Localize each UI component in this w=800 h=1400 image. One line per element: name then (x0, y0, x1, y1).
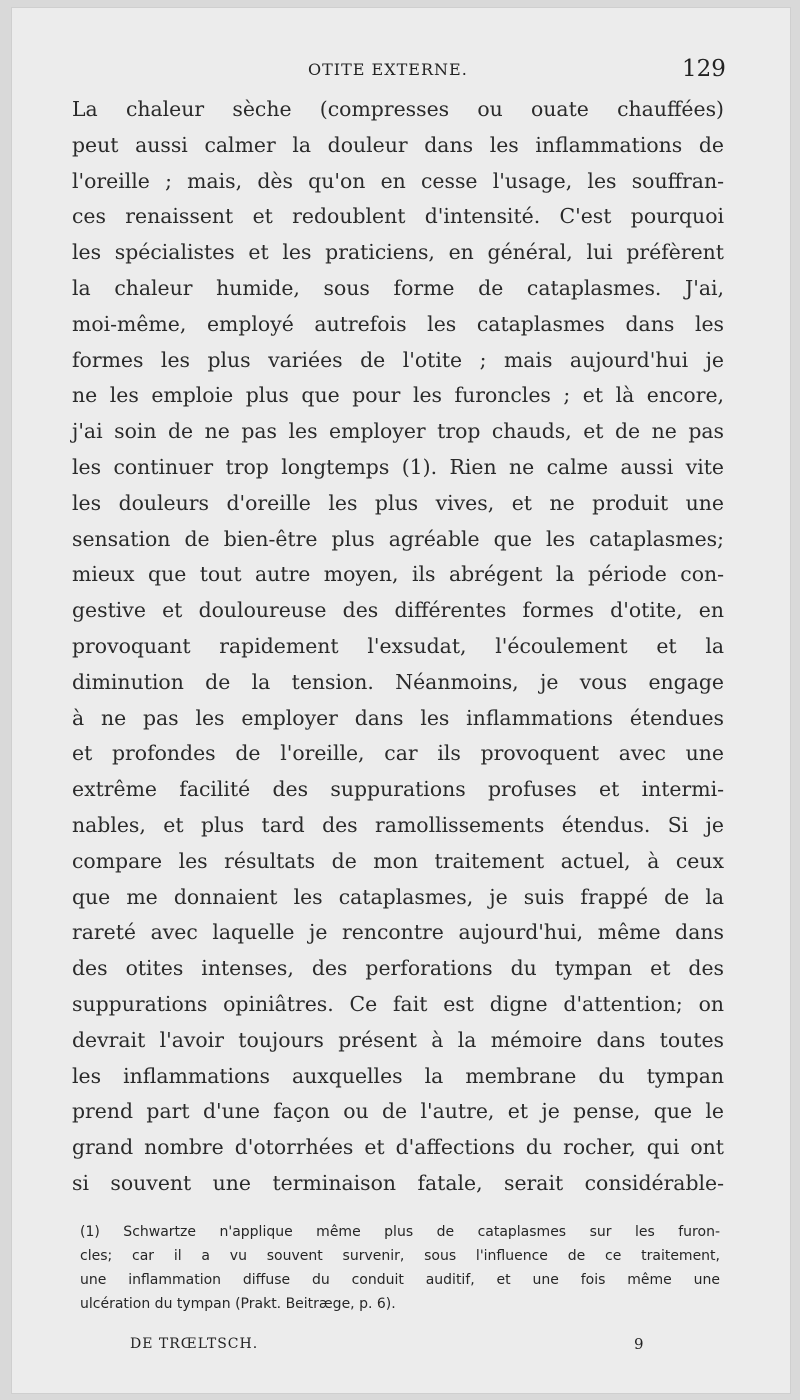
text-line: les inflammations auxquelles la membrane du tympan (72, 1063, 724, 1088)
footnote-line: une inflammation diffuse du conduit auditif, et une fois même une (80, 1272, 720, 1288)
text-line: compare les résultats de mon traitement actuel, à ceux (72, 848, 724, 873)
footnote (80, 1220, 720, 1316)
footnote-line: cles; car il a vu souvent survenir, sous l'influence de ce traitement, (80, 1248, 720, 1264)
text-line: des otites intenses, des perforations du tympan et des (72, 956, 724, 981)
running-title: OTITE EXTERNE. (308, 60, 468, 79)
text-line: sensation de bien-être plus agréable que les cataplasmes; (72, 526, 724, 551)
text-line: l'oreille ; mais, dès qu'on en cesse l'usage, les souffran- (72, 168, 724, 193)
text-line: à ne pas les employer dans les inflammations étendues (72, 705, 724, 730)
text-line: ces renaissent et redoublent d'intensité. C'est pourquoi (72, 204, 724, 229)
text-line: diminution de la tension. Néanmoins, je vous engage (72, 669, 724, 694)
printer-signature-author: DE TRŒLTSCH. (130, 1336, 259, 1352)
text-line: rareté avec laquelle je rencontre aujourd'hui, même dans (72, 920, 724, 945)
text-line: La chaleur sèche (compresses ou ouate chauffées) (72, 97, 724, 121)
text-line: les spécialistes et les praticiens, en général, lui préfèrent (72, 240, 724, 265)
text-line: que me donnaient les cataplasmes, je suis frappé de la (72, 884, 724, 909)
text-line: grand nombre d'otorrhées et d'affections du rocher, qui ont (72, 1135, 724, 1160)
text-line: prend part d'une façon ou de l'autre, et je pense, que le (72, 1099, 724, 1124)
text-line: devrait l'avoir toujours présent à la mémoire dans toutes (72, 1027, 724, 1052)
text-line: j'ai soin de ne pas les employer trop chauds, et de ne pas (72, 419, 724, 444)
text-line: moi-même, employé autrefois les cataplasmes dans les (72, 311, 724, 336)
page-header (12, 56, 790, 90)
text-line: la chaleur humide, sous forme de cataplasmes. J'ai, (72, 275, 724, 300)
text-line: les douleurs d'oreille les plus vives, et ne produit une (72, 490, 724, 515)
text-line: extrême facilité des suppurations profuses et intermi- (72, 777, 724, 802)
footnote-line: ulcération du tympan (Prakt. Beitræge, p. 6). (80, 1296, 396, 1312)
book-page (12, 8, 790, 1393)
text-line: mieux que tout autre moyen, ils abrégent la période con- (72, 562, 724, 587)
footnote-line: (1) Schwartze n'applique même plus de cataplasmes sur les furon- (80, 1224, 720, 1240)
text-line: provoquant rapidement l'exsudat, l'écoulement et la (72, 633, 724, 658)
page-number: 129 (682, 56, 726, 82)
text-line: si souvent une terminaison fatale, serait considérable- (72, 1170, 724, 1195)
text-line: peut aussi calmer la douleur dans les inflammations de (72, 132, 724, 157)
text-line: et profondes de l'oreille, car ils provoquent avec une (72, 741, 724, 766)
body-text (72, 92, 724, 1202)
text-line: nables, et plus tard des ramollissements étendus. Si je (72, 812, 724, 837)
text-line: gestive et douloureuse des différentes formes d'otite, en (72, 598, 724, 623)
printer-signature-number: 9 (634, 1335, 644, 1353)
text-line: suppurations opiniâtres. Ce fait est digne d'attention; on (72, 991, 724, 1016)
text-line: les continuer trop longtemps (1). Rien ne calme aussi vite (72, 454, 724, 479)
text-line: ne les emploie plus que pour les furoncles ; et là encore, (72, 383, 724, 408)
text-line: formes les plus variées de l'otite ; mais aujourd'hui je (72, 347, 724, 372)
